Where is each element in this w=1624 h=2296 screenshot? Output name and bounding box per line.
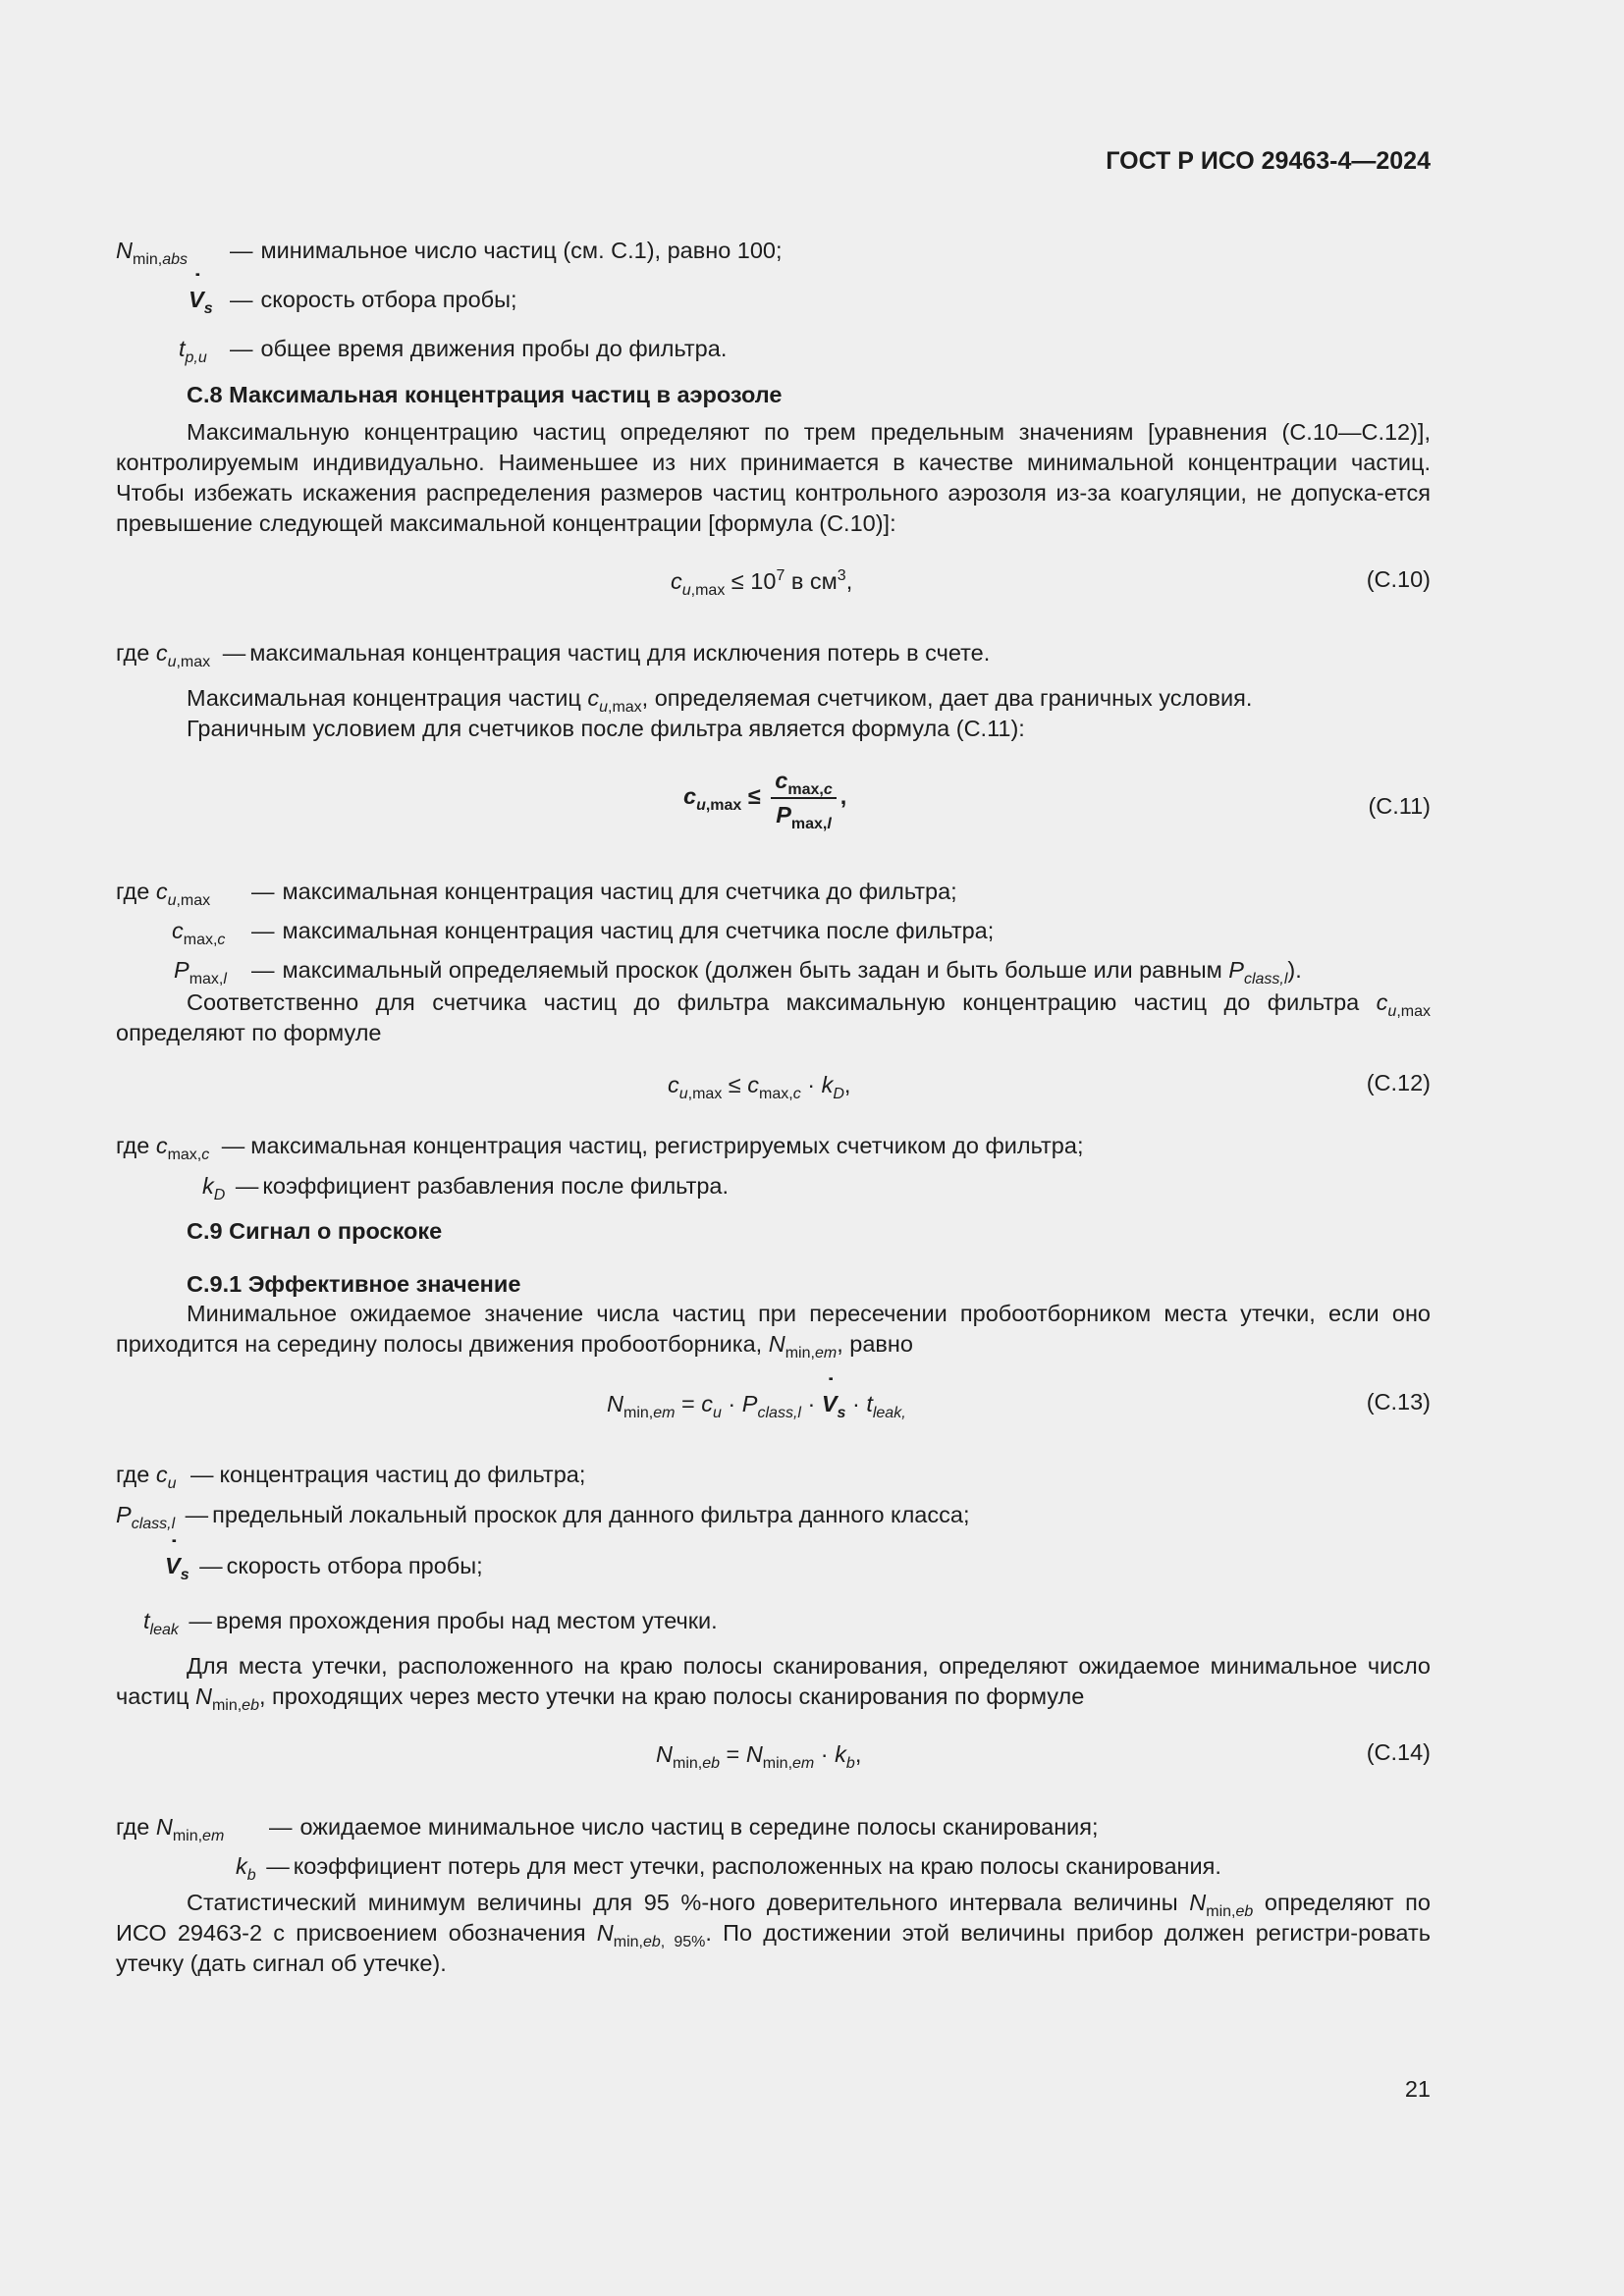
page-number: 21 (1404, 2076, 1431, 2102)
equation-c10: $c_{u,max} \le 10^7$ в $см^3$, (671, 567, 853, 599)
def-vs: ˙ $V_s$ (189, 285, 213, 315)
where-c13-4: $t_{leak}$ — время прохождения пробы над местом утечки. (143, 1608, 718, 1638)
paragraph-c8-intro: Максимальную концентрацию частиц определяют по трем предельным значениям [уравнения (С.10—С.12)], контролируемым индивидуально. Наименьшее из них принимается в качестве минимальной концентрации частиц. Чтобы избежать искажения распределения размеров частиц контрольного аэрозоля из-за коагуляции, не допуска-ется превышение следующей максимальной концентрации [формула (С.10)]: (116, 419, 1431, 536)
def-tpu: $t_{p,u}$ (179, 336, 207, 366)
where-c10: где $c_{u,max}$ — максимальная концентрация частиц для исключения потерь в счете. (116, 640, 991, 670)
where-c11-2-text: — максимальная концентрация частиц для счетчика после фильтра; (251, 918, 995, 943)
paragraph-c9-edge: Для места утечки, расположенного на краю полосы сканирования, определяют ожидаемое минимальное число частиц $N_{min,eb}$, проходящих через место утечки на краю полосы сканирования по формуле (116, 1653, 1431, 1714)
def-vs-text: — скорость отбора пробы; (230, 287, 517, 312)
equation-c11: $c_{u,max}$ ≤ $\frac{c_{max,c}}{P_{max,l}}$ , (683, 768, 847, 832)
where-c13-2: $P_{class,l}$ — предельный локальный проскок для данного фильтра данного класса; (116, 1502, 970, 1532)
paragraph-c8-max-conc: Максимальная концентрация частиц $c_{u,max}$, определяемая счетчиком, дает два граничных условия. (187, 685, 1253, 716)
equation-number-c11: (С.11) (1368, 793, 1431, 819)
paragraph-c9-statistical: Статистический минимум величины для 95 %-ного доверительного интервала величины $N_{min,eb}$ определяют по ИСО 29463-2 с присвоением обозначения $N_{min,eb, 95\%}$. По достижении этой величины прибор должен регистри-ровать утечку (дать сигнал об утечке). (116, 1890, 1431, 1976)
where-c12-1: где $c_{max,c}$ — максимальная концентрация частиц, регистрируемых счетчиком до фильтра; (116, 1133, 1084, 1163)
def-tpu-text: — общее время движения пробы до фильтра. (230, 336, 728, 361)
where-c11-3-text: — максимальный определяемый проскок (должен быть задан и быть больше или равным $P_{class,l}$). (251, 957, 1302, 988)
document-header: ГОСТ Р ИСО 29463-4—2024 (1106, 147, 1431, 175)
where-c11-3: $P_{max,l}$ (174, 957, 227, 988)
section-heading-c8: С.8 Максимальная концентрация частиц в аэрозоле (187, 382, 783, 407)
equation-number-c10: (С.10) (1366, 566, 1431, 592)
paragraph-c9-1: Минимальное ожидаемое значение числа частиц при пересечении пробоотборником места утечки, если оно приходится на середину полосы движения пробоотборника, $N_{min,em}$, равно (116, 1301, 1431, 1362)
equation-c14: $N_{min,eb} = N_{min,em} \cdot k_b$, (656, 1741, 862, 1772)
equation-number-c12: (С.12) (1366, 1070, 1431, 1095)
where-c12-2: $k_D$ — коэффициент разбавления после фильтра. (202, 1173, 730, 1203)
where-c11-1-text: — максимальная концентрация частиц для счетчика до фильтра; (251, 879, 957, 904)
equation-c12: $c_{u,max} \le c_{max,c} \cdot k_D$, (668, 1072, 851, 1102)
paragraph-c8-boundary: Граничным условием для счетчиков после фильтра является формула (С.11): (187, 716, 1025, 741)
def-nminabs: $N_{min,abs}$ (116, 238, 189, 268)
where-c14-1: где $N_{min,em}$ (116, 1814, 225, 1844)
def-nminabs-text: — минимальное число частиц (см. С.1), равно 100; (230, 238, 783, 263)
section-heading-c9-1: С.9.1 Эффективное значение (187, 1271, 521, 1297)
paragraph-c8-upstream: Соответственно для счетчика частиц до фильтра максимальную концентрацию частиц до фильтра $c_{u,max}$ определяют по формуле (116, 989, 1431, 1045)
where-c13-1: где $c_u$ — концентрация частиц до фильтра; (116, 1462, 586, 1492)
where-c13-3: ˙ $V_s$ — скорость отбора пробы; (165, 1551, 483, 1581)
equation-c13: $N_{min,em} = c_u \cdot P_{class,l}$ · ˙ $V_s \cdot t_{leak,}$ (607, 1389, 906, 1419)
where-c11-2: $c_{max,c}$ (172, 918, 226, 948)
equation-number-c14: (С.14) (1366, 1739, 1431, 1765)
section-heading-c9: С.9 Сигнал о проскоке (187, 1218, 443, 1244)
where-c11-1: где $c_{u,max}$ (116, 879, 211, 909)
where-c14-1-text: — ожидаемое минимальное число частиц в середине полосы сканирования; (269, 1814, 1099, 1840)
where-c14-2: $k_b$ — коэффициент потерь для мест утечки, расположенных на краю полосы сканирования. (236, 1853, 1221, 1884)
equation-number-c13: (С.13) (1366, 1389, 1431, 1415)
